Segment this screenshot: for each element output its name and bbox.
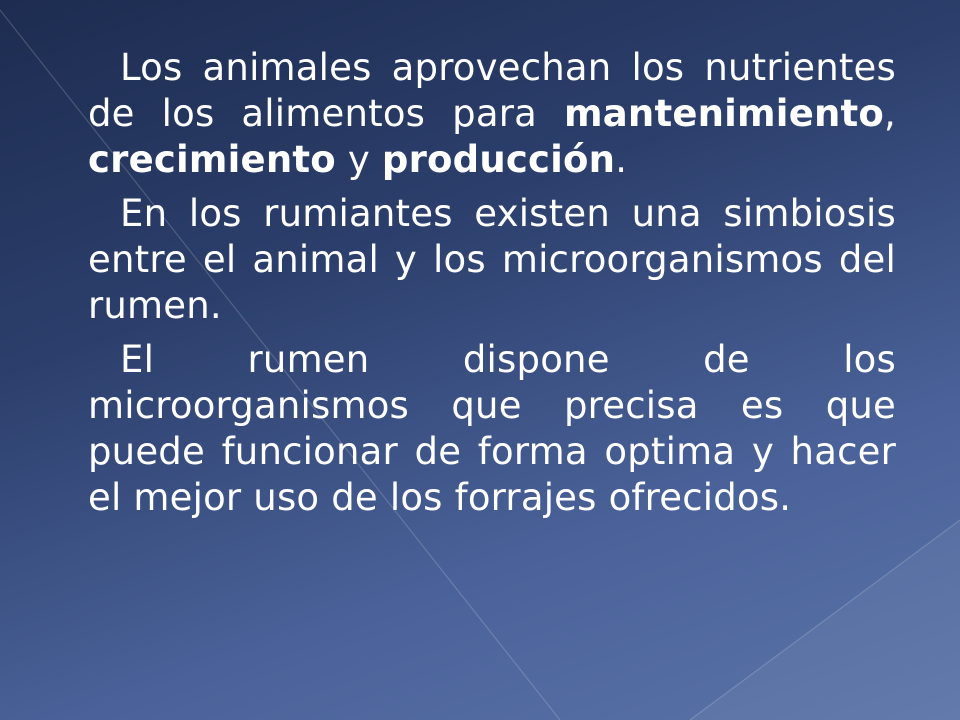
conjunction: y [335,138,382,181]
slide-body [88,45,896,529]
punctuation: , [884,92,896,135]
paragraph-symbiosis: En los rumiantes existen una simbiosis entre el animal y los microorganismos del rumen. [88,192,896,327]
paragraph-rumen: El rumen dispone de los microorganismos que precisa es que puede funcionar de forma optima y hacer el mejor uso de los forrajes ofrecidos. [88,338,896,519]
paragraph-nutrients [88,45,896,183]
keyword-produccion: producción [381,138,616,181]
period: . [615,138,628,181]
keyword-crecimiento: crecimiento [88,138,336,181]
bottom-right-shade [690,520,960,720]
keyword-mantenimiento: mantenimiento [563,92,885,135]
paragraph-text: Los animales aprovechan los nutrientes de los alimentos para [88,46,896,135]
